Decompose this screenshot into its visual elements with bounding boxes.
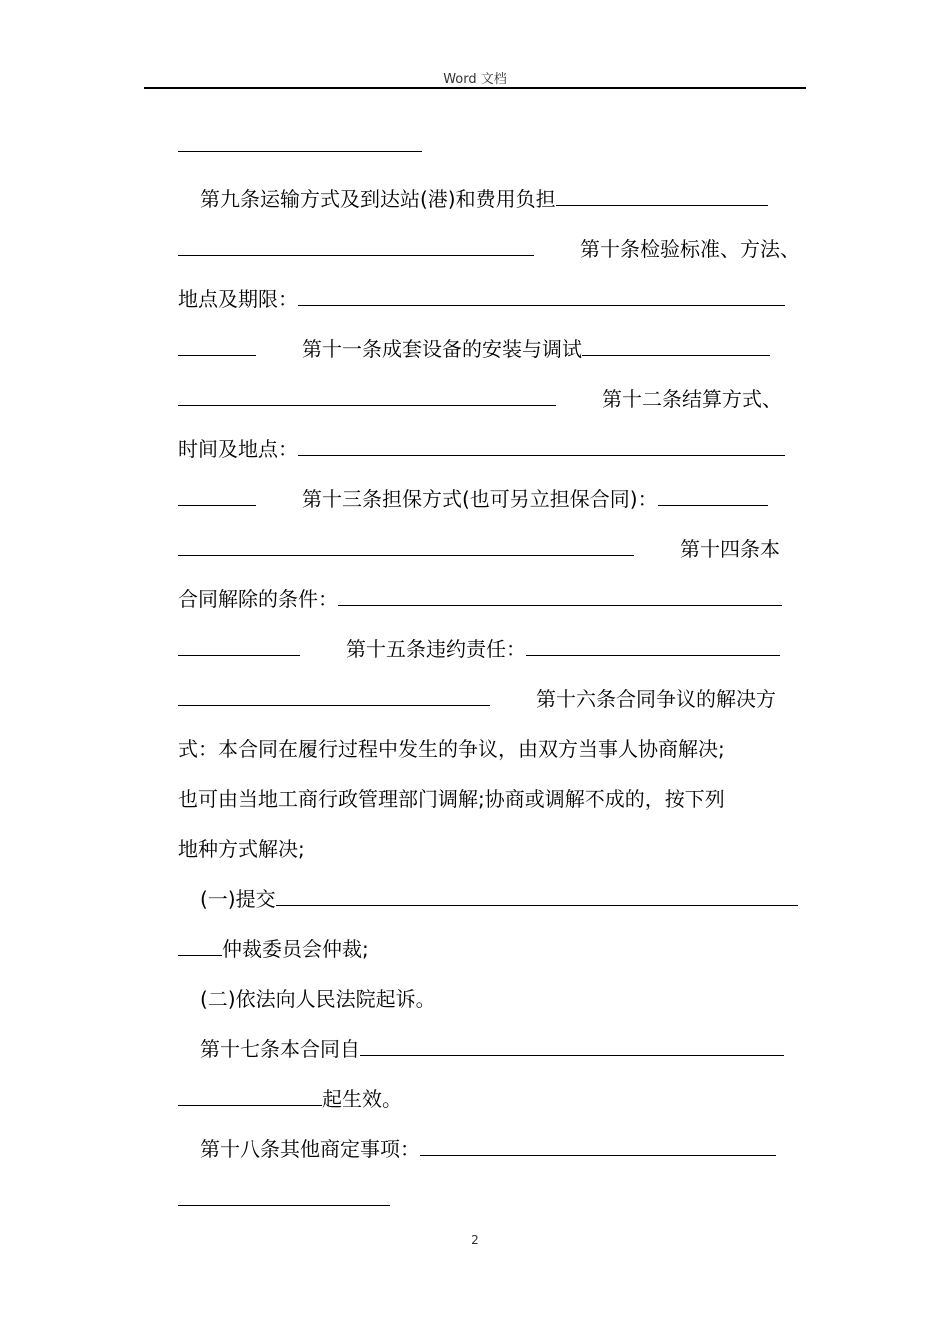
- article-12: [178, 386, 782, 412]
- article-17: [200, 1036, 784, 1062]
- fill-blank[interactable]: [178, 637, 300, 656]
- article-12-cont: [178, 436, 785, 462]
- option-2: [200, 986, 436, 1012]
- article-16-cont-1-text: 式：本合同在履行过程中发生的争议，由双方当事人协商解决;: [178, 737, 725, 761]
- article-13-text: 第十三条担保方式(也可另立担保合同)：: [302, 487, 658, 511]
- fill-blank[interactable]: [338, 587, 782, 606]
- article-10-cont-text: 地点及期限：: [178, 287, 298, 311]
- article-14-text: 第十四条本: [680, 537, 780, 561]
- fill-blank[interactable]: [178, 537, 634, 556]
- option-1-cont: [178, 936, 369, 962]
- article-10: [178, 236, 800, 262]
- fill-blank[interactable]: [582, 337, 770, 356]
- option-1: [200, 886, 798, 912]
- article-18-cont: [178, 1186, 390, 1212]
- article-17-text: 第十七条本合同自: [200, 1037, 360, 1061]
- article-15-text: 第十五条违约责任：: [346, 637, 526, 661]
- fill-blank[interactable]: [276, 887, 798, 906]
- option-1-text: (一)提交: [200, 887, 276, 911]
- fill-blank[interactable]: [526, 637, 780, 656]
- header-divider: [144, 87, 806, 89]
- article-14-cont: [178, 586, 782, 612]
- page-number: 2: [471, 1233, 479, 1247]
- fill-blank[interactable]: [178, 387, 556, 406]
- article-12-text: 第十二条结算方式、: [602, 387, 782, 411]
- article-16-text: 第十六条合同争议的解决方: [536, 687, 776, 711]
- article-14: [178, 536, 780, 562]
- fill-blank[interactable]: [178, 133, 422, 152]
- page-header: Word 文档: [443, 72, 507, 87]
- fill-blank[interactable]: [178, 237, 534, 256]
- article-15: [178, 636, 780, 662]
- article-16-cont-2-text: 也可由当地工商行政管理部门调解;协商或调解不成的，按下列: [178, 787, 725, 811]
- article-16-cont-3: [178, 836, 305, 862]
- fill-blank[interactable]: [298, 287, 785, 306]
- article-12-cont-text: 时间及地点：: [178, 437, 298, 461]
- fill-blank[interactable]: [420, 1137, 776, 1156]
- article-18: [200, 1136, 776, 1162]
- fill-blank[interactable]: [178, 487, 256, 506]
- fill-blank[interactable]: [658, 487, 768, 506]
- article-13: [178, 486, 768, 512]
- article-16-cont-2: [178, 786, 725, 812]
- fill-blank[interactable]: [298, 437, 785, 456]
- option-2-text: (二)依法向人民法院起诉。: [200, 987, 436, 1011]
- article-10-cont: [178, 286, 785, 312]
- article-16: [178, 686, 776, 712]
- article-18-text: 第十八条其他商定事项：: [200, 1137, 420, 1161]
- fill-blank[interactable]: [178, 337, 256, 356]
- fill-blank[interactable]: [178, 687, 490, 706]
- article-11-text: 第十一条成套设备的安装与调试: [302, 337, 582, 361]
- fill-blank[interactable]: [178, 1187, 390, 1206]
- article-17-cont: [178, 1086, 402, 1112]
- line-carryover: [178, 132, 422, 158]
- fill-blank[interactable]: [178, 1087, 322, 1106]
- article-10-text: 第十条检验标准、方法、: [580, 237, 800, 261]
- fill-blank[interactable]: [556, 187, 768, 206]
- article-11: [178, 336, 770, 362]
- fill-blank[interactable]: [360, 1037, 784, 1056]
- article-9: [200, 186, 768, 212]
- article-16-cont-3-text: 地种方式解决;: [178, 837, 305, 861]
- option-1-cont-text: 仲裁委员会仲裁;: [222, 937, 369, 961]
- article-14-cont-text: 合同解除的条件：: [178, 587, 338, 611]
- article-17-cont-text: 起生效。: [322, 1087, 402, 1111]
- fill-blank[interactable]: [178, 937, 222, 956]
- article-16-cont-1: [178, 736, 725, 762]
- article-9-text: 第九条运输方式及到达站(港)和费用负担: [200, 187, 556, 211]
